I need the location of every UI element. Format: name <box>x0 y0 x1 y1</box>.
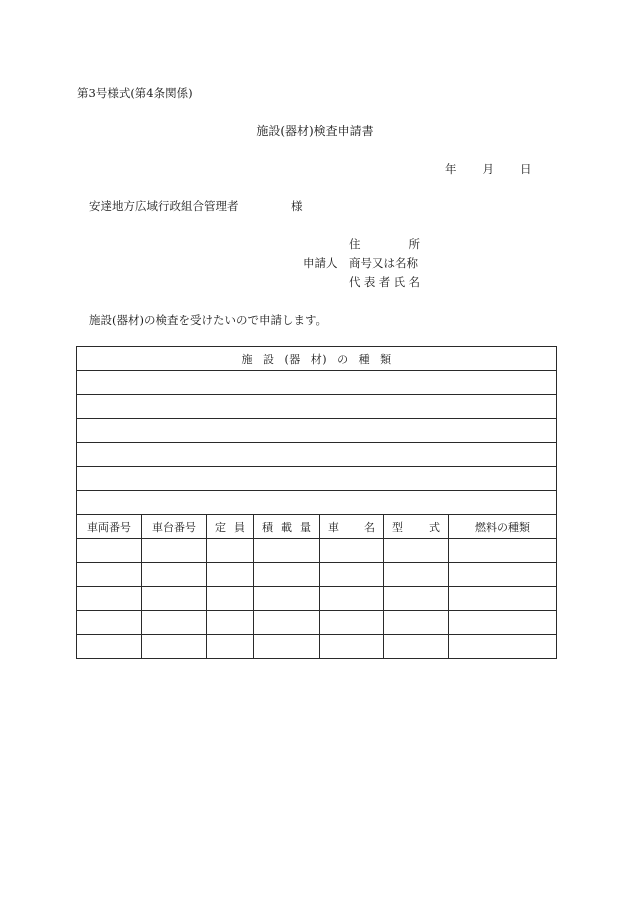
vehicle-cell[interactable] <box>254 587 320 611</box>
vehicle-cell[interactable] <box>77 563 142 587</box>
types-row <box>77 395 557 419</box>
vehicle-cell[interactable] <box>449 611 557 635</box>
types-row <box>77 467 557 491</box>
vehicle-cell[interactable] <box>77 611 142 635</box>
types-row <box>77 491 557 515</box>
types-cell[interactable] <box>77 491 557 515</box>
vehicle-cell[interactable] <box>142 563 207 587</box>
vehicle-cell[interactable] <box>207 539 254 563</box>
col-capacity: 定 員 <box>207 515 254 539</box>
types-row <box>77 419 557 443</box>
vehicle-cell[interactable] <box>207 563 254 587</box>
date-line <box>445 162 532 176</box>
vehicle-cell[interactable] <box>449 635 557 659</box>
vehicle-row <box>77 587 557 611</box>
vehicle-cell[interactable] <box>142 635 207 659</box>
business-name-label: 商号又は名称 <box>349 256 418 270</box>
date-year-label: 年 <box>445 162 457 176</box>
vehicle-cell[interactable] <box>254 563 320 587</box>
date-day-label: 日 <box>520 162 532 176</box>
col-chassis-number: 車台番号 <box>142 515 207 539</box>
vehicle-cell[interactable] <box>77 539 142 563</box>
col-load-capacity: 積 載 量 <box>254 515 320 539</box>
col-vehicle-name: 車 名 <box>320 515 384 539</box>
vehicle-cell[interactable] <box>320 539 384 563</box>
types-cell[interactable] <box>77 395 557 419</box>
vehicle-cell[interactable] <box>254 539 320 563</box>
vehicle-cell[interactable] <box>207 611 254 635</box>
facility-types-header: 施 設 (器 材) の 種 類 <box>77 347 557 371</box>
vehicle-row <box>77 539 557 563</box>
vehicle-cell[interactable] <box>384 635 449 659</box>
vehicle-cell[interactable] <box>320 611 384 635</box>
form-number: 第3号様式(第4条関係) <box>77 86 193 100</box>
vehicle-header-row <box>77 515 557 539</box>
types-header-row <box>77 347 557 371</box>
representative-name-label: 代 表 者 氏 名 <box>349 275 420 289</box>
address-field-label: 住 所 <box>349 237 420 251</box>
vehicle-cell[interactable] <box>207 635 254 659</box>
types-cell[interactable] <box>77 467 557 491</box>
request-statement: 施設(器材)の検査を受けたいので申請します。 <box>89 313 328 327</box>
inspection-table <box>76 346 557 659</box>
types-cell[interactable] <box>77 371 557 395</box>
vehicle-cell[interactable] <box>384 539 449 563</box>
vehicle-cell[interactable] <box>384 611 449 635</box>
date-month-label: 月 <box>482 162 494 176</box>
col-model: 型 式 <box>384 515 449 539</box>
vehicle-cell[interactable] <box>320 635 384 659</box>
vehicle-row <box>77 611 557 635</box>
types-row <box>77 443 557 467</box>
honorific: 様 <box>291 199 303 213</box>
vehicle-row <box>77 563 557 587</box>
vehicle-cell[interactable] <box>320 563 384 587</box>
vehicle-cell[interactable] <box>320 587 384 611</box>
vehicle-cell[interactable] <box>77 635 142 659</box>
document-title: 施設(器材)検査申請書 <box>256 124 374 138</box>
vehicle-cell[interactable] <box>207 587 254 611</box>
addressee: 安達地方広域行政組合管理者 <box>89 199 239 213</box>
vehicle-row <box>77 635 557 659</box>
types-row <box>77 371 557 395</box>
types-cell[interactable] <box>77 419 557 443</box>
vehicle-cell[interactable] <box>142 587 207 611</box>
applicant-label: 申請人 <box>303 256 338 270</box>
vehicle-cell[interactable] <box>449 563 557 587</box>
col-vehicle-number: 車両番号 <box>77 515 142 539</box>
vehicle-cell[interactable] <box>384 563 449 587</box>
vehicle-cell[interactable] <box>254 635 320 659</box>
vehicle-cell[interactable] <box>77 587 142 611</box>
col-fuel-type: 燃料の種類 <box>449 515 557 539</box>
vehicle-cell[interactable] <box>384 587 449 611</box>
vehicle-cell[interactable] <box>142 611 207 635</box>
vehicle-cell[interactable] <box>142 539 207 563</box>
vehicle-cell[interactable] <box>449 539 557 563</box>
types-cell[interactable] <box>77 443 557 467</box>
vehicle-cell[interactable] <box>254 611 320 635</box>
vehicle-cell[interactable] <box>449 587 557 611</box>
